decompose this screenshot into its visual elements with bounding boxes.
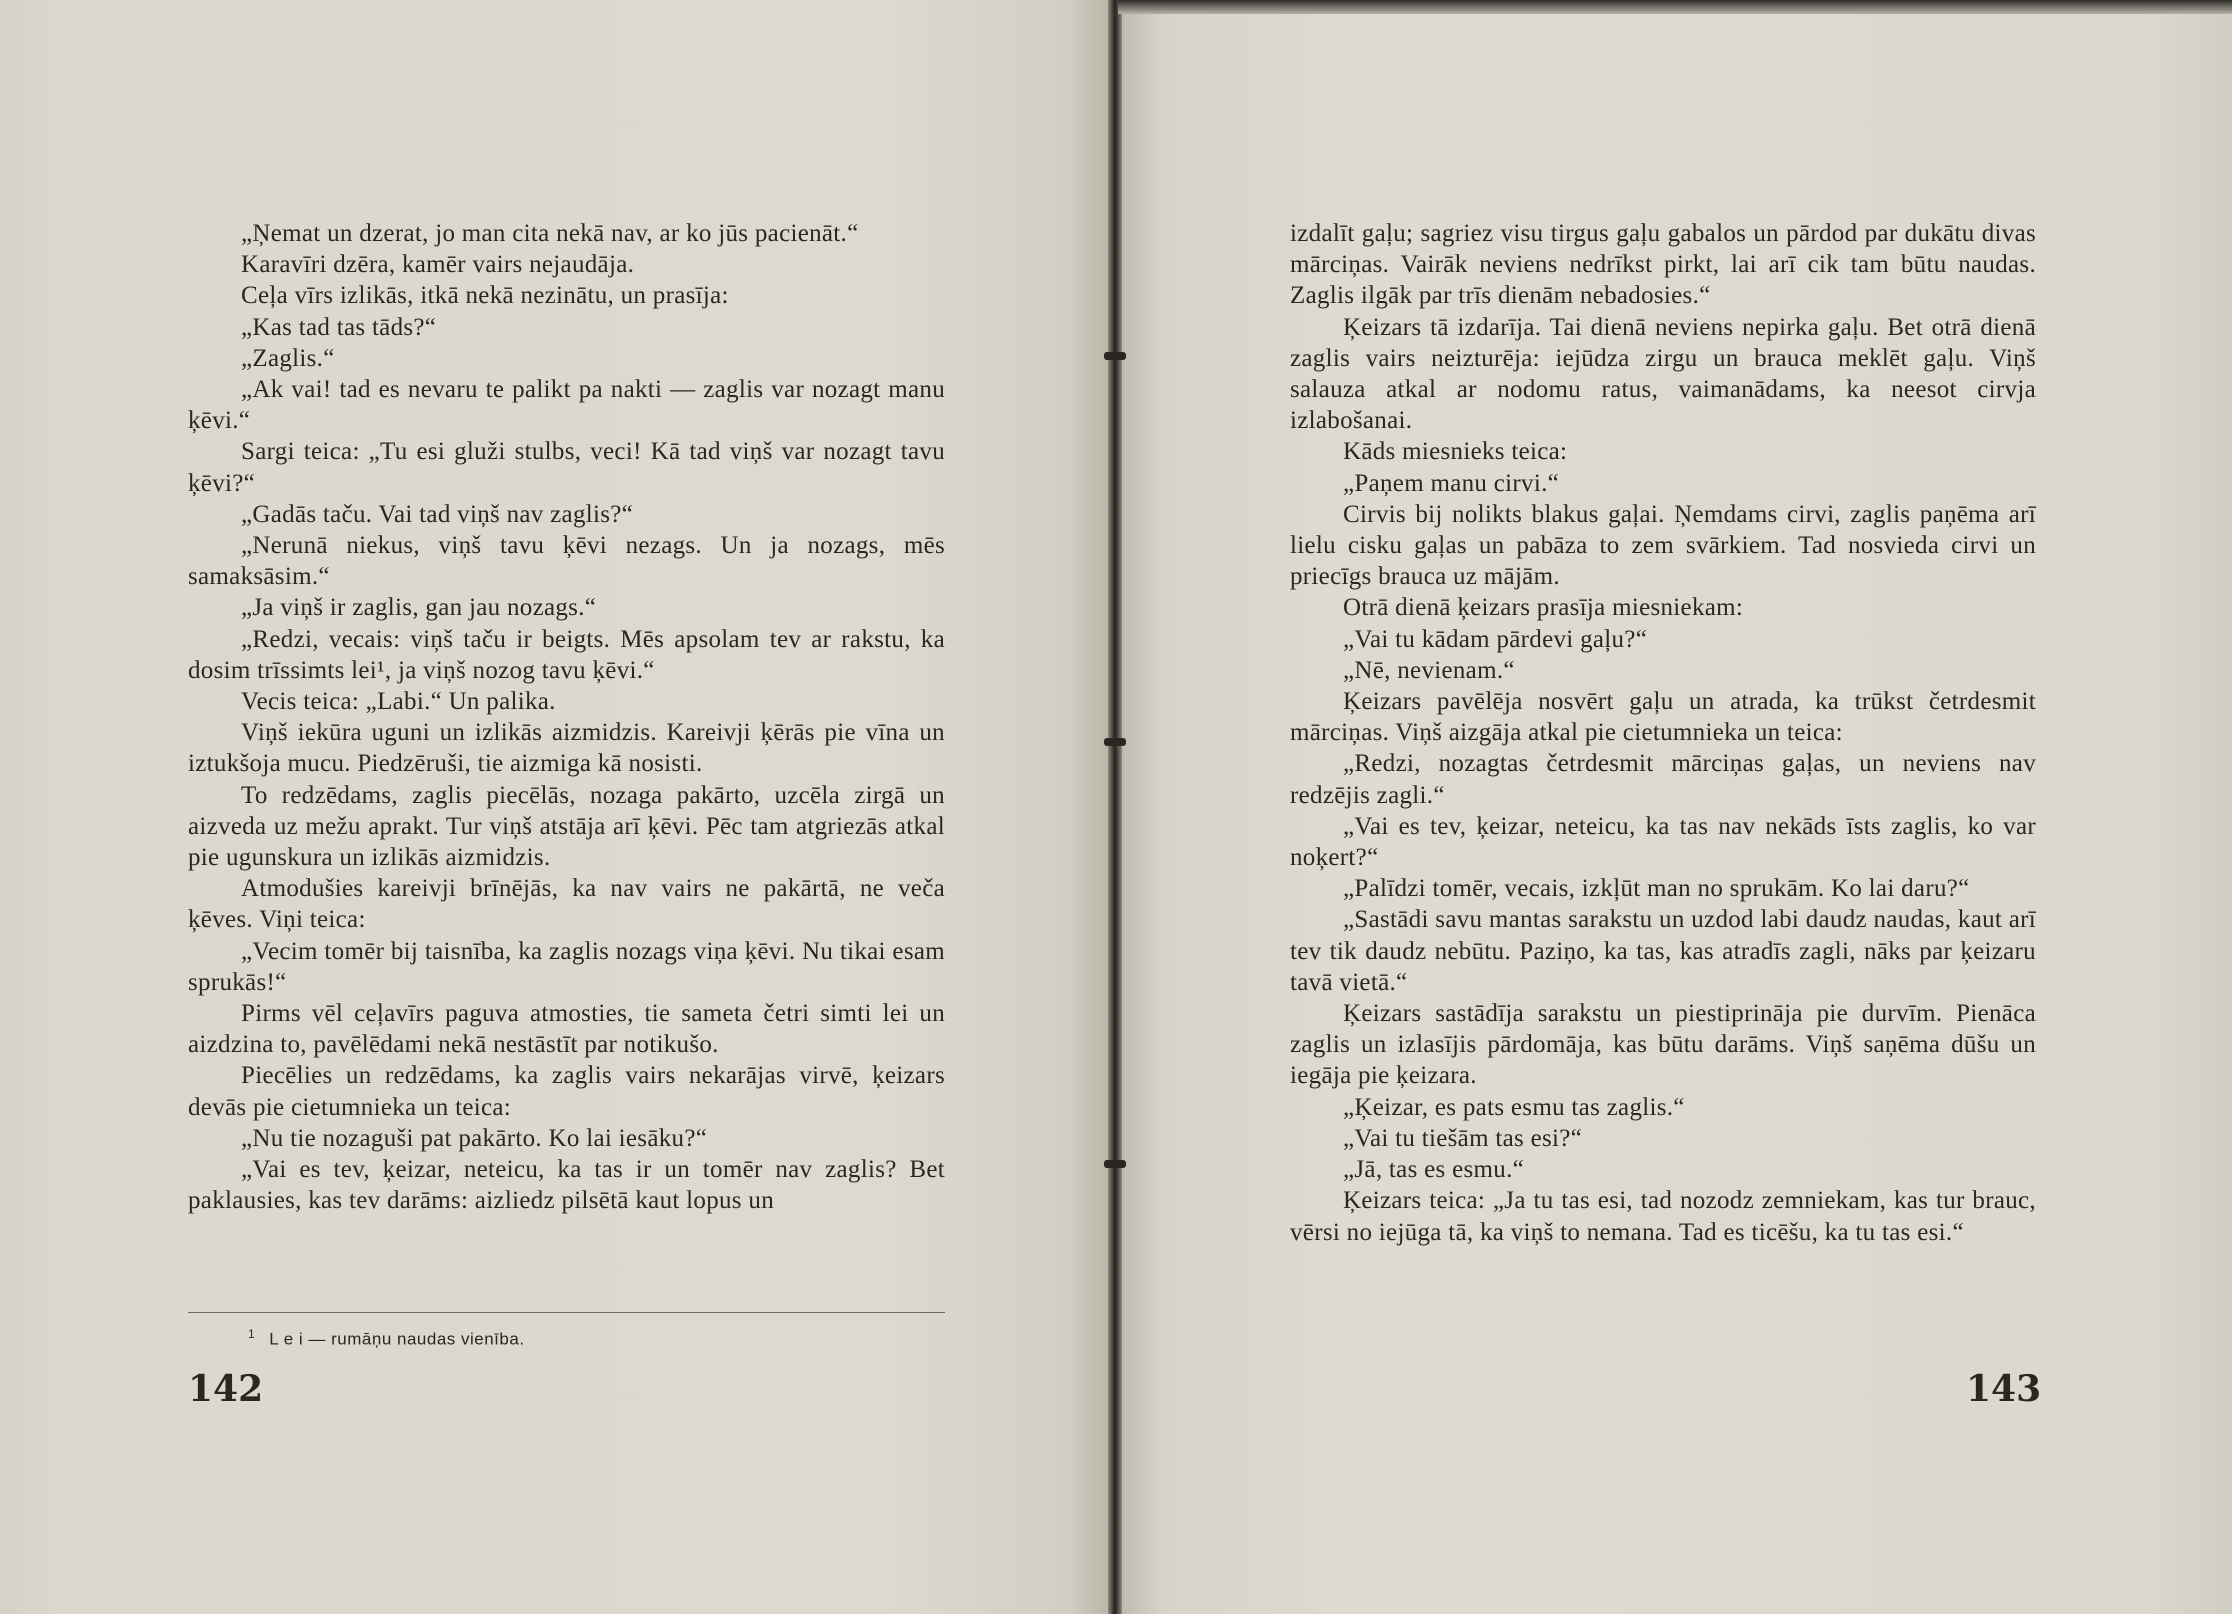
paragraph: „Ķeizar, es pats esmu tas zaglis.“ xyxy=(1343,1093,1685,1121)
paragraph: „Ja viņš ir zaglis, gan jau nozags.“ xyxy=(241,594,597,622)
paragraph: Ķeizars sastādīja sarakstu un piestiprināja pie durvīm. Pienāca zaglis un izlasījis pārdomāja, kas būtu darāms. Viņš saņēma dūšu un iegāja pie ķeizara. xyxy=(1290,1000,2036,1090)
paragraph: „Redzi, vecais: viņš taču ir beigts. Mēs apsolam tev ar rakstu, ka dosim trīssimts lei¹, ja viņš nozog tavu ķēvi.“ xyxy=(188,625,945,684)
binding-staple xyxy=(1104,1160,1126,1168)
footnote-rule xyxy=(188,1312,945,1313)
paragraph: „Vecim tomēr bij taisnība, ka zaglis nozags viņa ķēvi. Nu tikai esam sprukās!“ xyxy=(188,937,945,996)
paragraph: „Nerunā niekus, viņš tavu ķēvi nezags. Un ja nozags, mēs samaksāsim.“ xyxy=(188,532,945,591)
paragraph: Atmodušies kareivji brīnējās, ka nav vairs ne pakārtā, ne veča ķēves. Viņi teica: xyxy=(188,875,945,934)
paragraph: „Vai tu kādam pārdevi gaļu?“ xyxy=(1343,625,1648,653)
paragraph: Ķeizars pavēlēja nosvērt gaļu un atrada, ka trūkst četrdesmit mārciņas. Viņš aizgāja atkal pie cietumnieka un teica: xyxy=(1290,688,2036,747)
paragraph: Sargi teica: „Tu esi gluži stulbs, veci! Kā tad viņš var nozagt tavu ķēvi?“ xyxy=(188,438,945,497)
paragraph: Otrā dienā ķeizars prasīja miesniekam: xyxy=(1343,594,1744,622)
paragraph: „Vai es tev, ķeizar, neteicu, ka tas ir un tomēr nav zaglis? Bet paklausies, kas tev darāms: aizliedz pilsētā kaut lopus un xyxy=(188,1156,945,1215)
left-page-text xyxy=(188,218,945,1217)
paragraph: Karavīri dzēra, kamēr vairs nejaudāja. xyxy=(241,251,635,279)
paragraph: „Ņemat un dzerat, jo man cita nekā nav, ar ko jūs pacienāt.“ xyxy=(241,220,859,247)
left-page xyxy=(0,0,1112,1614)
paragraph: Ķeizars teica: „Ja tu tas esi, tad nozodz zemniekam, kas tur brauc, vērsi no iejūga tā, ka viņš to nemana. Tad es ticēšu, ka tu tas esi.“ xyxy=(1290,1187,2036,1246)
paragraph: Viņš iekūra uguni un izlikās aizmidzis. Kareivji ķērās pie vīna un iztukšoja mucu. Piedzēruši, tie aizmiga kā nosisti. xyxy=(188,719,945,778)
paragraph: Cirvis bij nolikts blakus gaļai. Ņemdams cirvi, zaglis paņēma arī lielu cisku gaļas un pabāza to zem svārkiem. Tad nosvieda cirvi un priecīgs brauca uz mājām. xyxy=(1290,500,2036,591)
paragraph: „Palīdzi tomēr, vecais, izkļūt man no sprukām. Ko lai daru?“ xyxy=(1343,875,1970,903)
paragraph: „Nē, nevienam.“ xyxy=(1343,656,1515,684)
paragraph: „Redzi, nozagtas četrdesmit mārciņas gaļas, un neviens nav redzējis zagli.“ xyxy=(1290,750,2036,809)
paragraph: „Vai tu tiešām tas esi?“ xyxy=(1343,1124,1583,1152)
paragraph: „Gadās taču. Vai tad viņš nav zaglis?“ xyxy=(241,500,634,528)
paragraph: Pirms vēl ceļavīrs paguva atmosties, tie sameta četri simti lei un aizdzina to, pavēlēdami nekā nestāstīt par notikušo. xyxy=(188,1000,945,1059)
page-number-left: 142 xyxy=(188,1368,264,1410)
footnote-text: L e i — rumāņu naudas vienība. xyxy=(269,1329,525,1349)
paragraph: „Jā, tas es esmu.“ xyxy=(1343,1156,1525,1184)
page-number-right: 143 xyxy=(1966,1368,2042,1410)
paragraph: „Zaglis.“ xyxy=(241,344,335,372)
paragraph: Ķeizars tā izdarīja. Tai dienā neviens nepirka gaļu. Bet otrā dienā zaglis vairs neizturēja: iejūdza zirgu un brauca meklēt gaļu. Viņš salauza atkal ar nodomu ratus, vaimanādams, ka neesot cirvja izlabošanai. xyxy=(1290,313,2036,435)
footnote-mark: 1 xyxy=(248,1327,256,1341)
paragraph: „Paņem manu cirvi.“ xyxy=(1343,469,1560,497)
binding-staple xyxy=(1104,738,1126,746)
paragraph: „Nu tie nozaguši pat pakārto. Ko lai iesāku?“ xyxy=(241,1124,708,1152)
paragraph: „Ak vai! tad es nevaru te palikt pa nakti — zaglis var nozagt manu ķēvi.“ xyxy=(188,376,945,435)
binding-staple xyxy=(1104,352,1126,360)
book-gutter xyxy=(1108,0,1122,1614)
page-top-edge xyxy=(1118,0,2232,14)
right-page xyxy=(1118,0,2232,1614)
paragraph: Vecis teica: „Labi.“ Un palika. xyxy=(241,688,556,716)
paragraph: Kāds miesnieks teica: xyxy=(1343,438,1568,466)
right-page-text xyxy=(1290,218,2036,1248)
paragraph: To redzēdams, zaglis piecēlās, nozaga pakārto, uzcēla zirgā un aizveda uz mežu aprakt. Tur viņš atstāja arī ķēvi. Pēc tam atgriezās atkal pie ugunskura un izlikās aizmidzis. xyxy=(188,781,945,872)
paragraph: „Vai es tev, ķeizar, neteicu, ka tas nav nekāds īsts zaglis, ko var noķert?“ xyxy=(1290,812,2036,872)
paragraph: „Sastādi savu mantas sarakstu un uzdod labi daudz naudas, kaut arī tev tik daudz nebūtu. Paziņo, ka tas, kas atradīs zagli, nāks par ķeizaru tavā vietā.“ xyxy=(1290,906,2036,996)
footnote xyxy=(248,1327,948,1350)
paragraph: izdalīt gaļu; sagriez visu tirgus gaļu gabalos un pārdod par dukātu divas mārciņas. Vairāk neviens nedrīkst pirkt, lai arī cik tam būtu naudas. Zaglis ilgāk par trīs dienām nebadosies.“ xyxy=(1290,220,2036,310)
paragraph: „Kas tad tas tāds?“ xyxy=(241,313,437,341)
paragraph: Piecēlies un redzēdams, ka zaglis vairs nekarājas virvē, ķeizars devās pie cietumnieka un teica: xyxy=(188,1062,945,1121)
paragraph: Ceļa vīrs izlikās, itkā nekā nezinātu, un prasīja: xyxy=(241,282,729,310)
